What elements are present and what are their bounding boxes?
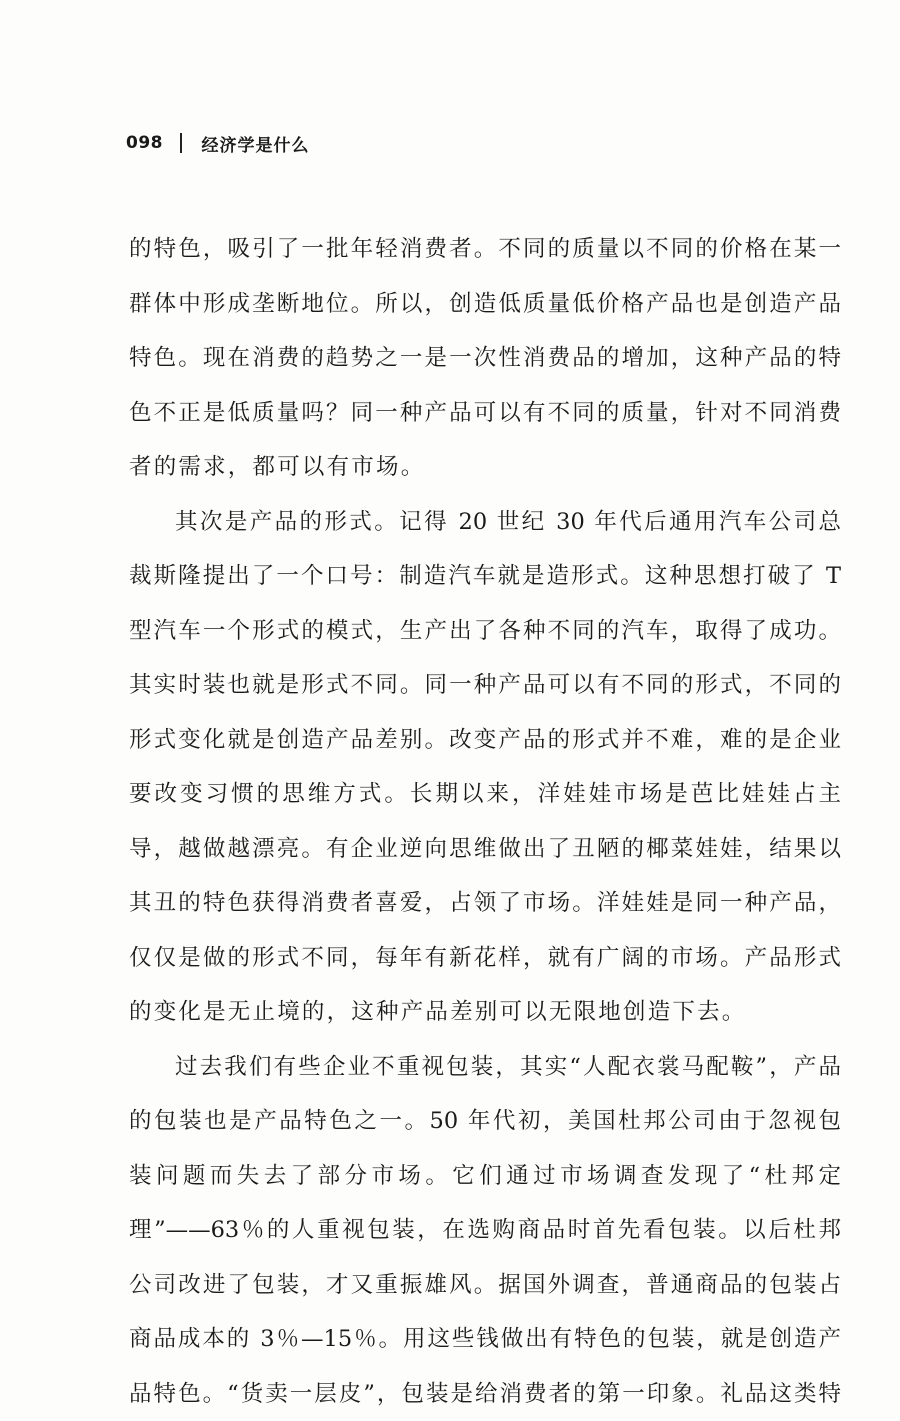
text-line: 品特色。“货卖一层皮”，包装是给消费者的第一印象。礼品这类特 (129, 1367, 841, 1421)
text-line: 型汽车一个形式的模式，生产出了各种不同的汽车，取得了成功。 (129, 604, 841, 659)
running-head (126, 128, 310, 158)
text-line: 特色。现在消费的趋势之一是一次性消费品的增加，这种产品的特 (129, 331, 841, 386)
text-line: 其丑的特色获得消费者喜爱，占领了市场。洋娃娃是同一种产品， (129, 876, 841, 931)
text-line: 的变化是无止境的，这种产品差别可以无限地创造下去。 (129, 985, 841, 1040)
text-line: 色不正是低质量吗？同一种产品可以有不同的质量，针对不同消费 (129, 386, 841, 441)
header-divider (180, 133, 182, 153)
text-line: 的特色，吸引了一批年轻消费者。不同的质量以不同的价格在某一 (129, 222, 841, 277)
text-line: 过去我们有些企业不重视包装，其实“人配衣裳马配鞍”，产品 (129, 1040, 841, 1095)
text-line: 导，越做越漂亮。有企业逆向思维做出了丑陋的椰菜娃娃，结果以 (129, 822, 841, 877)
text-line: 理”——63％的人重视包装，在选购商品时首先看包装。以后杜邦 (129, 1203, 841, 1258)
text-line: 商品成本的 3％—15％。用这些钱做出有特色的包装，就是创造产 (129, 1312, 841, 1367)
text-line: 装问题而失去了部分市场。它们通过市场调查发现了“杜邦定 (129, 1149, 841, 1204)
text-line: 的包装也是产品特色之一。50 年代初，美国杜邦公司由于忽视包 (129, 1094, 841, 1149)
text-line: 形式变化就是创造产品差别。改变产品的形式并不难，难的是企业 (129, 713, 841, 768)
text-line: 裁斯隆提出了一个口号：制造汽车就是造形式。这种思想打破了 T (129, 549, 841, 604)
text-line: 其次是产品的形式。记得 20 世纪 30 年代后通用汽车公司总 (129, 495, 841, 550)
page-number: 098 (126, 133, 163, 153)
text-line: 者的需求，都可以有市场。 (129, 440, 841, 495)
text-line: 其实时装也就是形式不同。同一种产品可以有不同的形式，不同的 (129, 658, 841, 713)
body-text (129, 222, 841, 1421)
text-line: 群体中形成垄断地位。所以，创造低质量低价格产品也是创造产品 (129, 277, 841, 332)
text-line: 要改变习惯的思维方式。长期以来，洋娃娃市场是芭比娃娃占主 (129, 767, 841, 822)
text-line: 公司改进了包装，才又重振雄风。据国外调查，普通商品的包装占 (129, 1258, 841, 1313)
book-title: 经济学是什么 (202, 131, 310, 156)
text-line: 仅仅是做的形式不同，每年有新花样，就有广阔的市场。产品形式 (129, 931, 841, 986)
